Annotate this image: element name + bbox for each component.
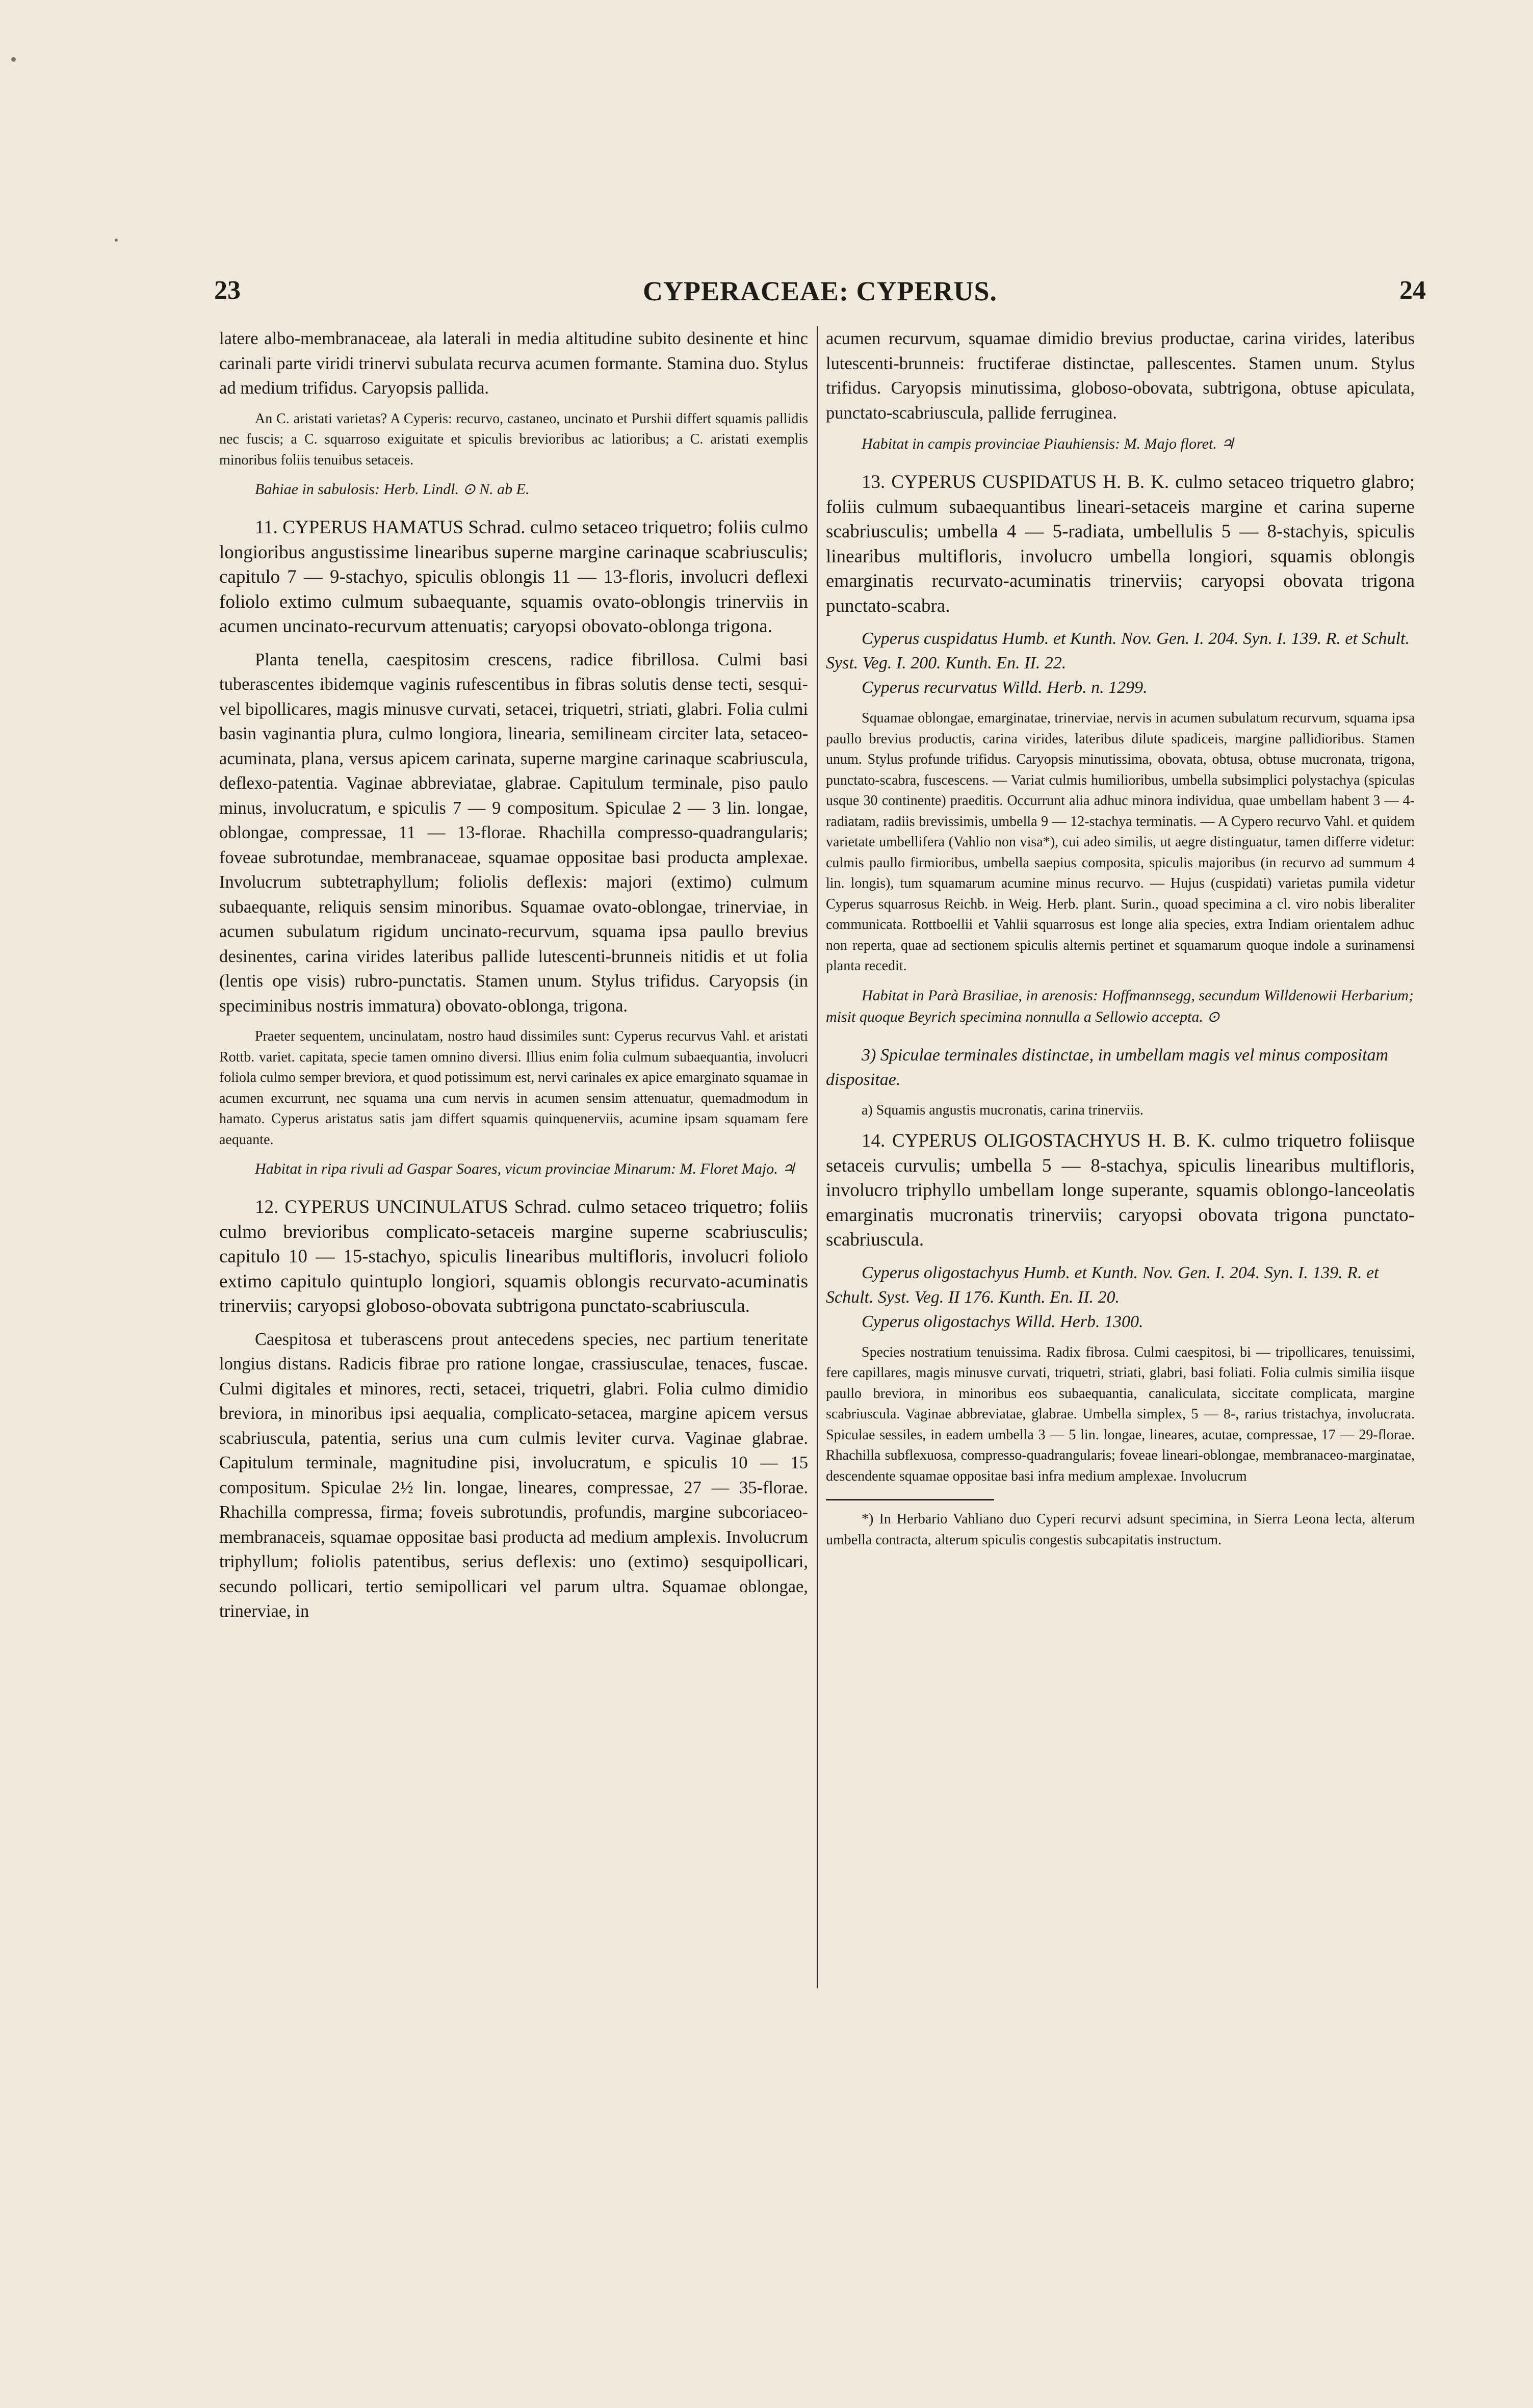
description: Species nostratium tenuissima. Radix fibrosa. Culmi caespitosi, bi — tripollicares, tenuissimi, fere capillares, magis minusve curvati, triquetri, striati, glabri, basi foliati. Folia culmis similia iisque paullo breviora, in minoribus eos subaequantia, canaliculata, siccitate complicata, margine scabriuscula. Vaginae abbreviatae, glabrae. Umbella simplex, 5 — 8-, rarius tristachya, involucrata. Spiculae sessiles, in eadem umbella 3 — 5 lin. longae, lineares, acutae, compressae, 17 — 29-florae. Rhachilla subflexuosa, compresso-quadrangularis; foveae lineari-oblongae, membranaceo-marginatae, descendente squamae oppositae basi infra medium amplexae. Involucrum (826, 1344, 1415, 1484)
running-title: CYPERACEAE: CYPERUS. (642, 276, 998, 306)
synonym: Cyperus cuspidatus Humb. et Kunth. Nov. Gen. I. 204. Syn. I. 139. R. et Schult. Syst. Veg. I. 200. Kunth. En. II. 22. (826, 629, 1410, 672)
paper-speck (11, 57, 16, 62)
subsection-heading: a) Squamis angustis mucronatis, carina trinerviis. (862, 1102, 1144, 1118)
species-diagnosis: 11. CYPERUS HAMATUS Schrad. culmo setaceo triquetro; foliis culmo longioribus angustissime linearibus superne margine carinaque scabriusculis; capitulo 7 — 9-stachyo, spiculis oblongis 11 — 13-floris, involucri deflexi foliolo extimo culmum subaequante, squamis ovato-oblongis trinerviis in acumen uncinato-recurvum attenuatis; caryopsi obovato-oblonga trigona. (219, 517, 808, 637)
synonym: Cyperus recurvatus Willd. Herb. n. 1299. (862, 678, 1148, 697)
paragraph: acumen recurvum, squamae dimidio brevius productae, carina virides, lateribus lutescenti-brunneis: fructiferae distinctae, pallescentes. Stamen unum. Stylus trifidus. Caryopsis minutissima, globoso-obovata, subtrigona, obtuse apiculata, punctato-scabriuscula, pallide ferruginea. (826, 329, 1415, 423)
paper-speck (115, 239, 118, 242)
right-column (826, 326, 1415, 1550)
remark: An C. aristati varietas? A Cyperis: recurvo, castaneo, uncinato et Purshii differt squamis pallidis nec fuscis; a C. squarroso exiguitate et spiculis brevioribus ac latioribus; a C. aristati exemplis minoribus foliis tenuibus setaceis. (219, 410, 808, 468)
description: Planta tenella, caespitosim crescens, radice fibrillosa. Culmi basi tuberascentes ibidemque vaginis rufescentibus in fibras solutis dense tecti, sesqui- vel bipollicares, magis minusve curvati, setacei, triquetri, striati, glabri. Folia culmi basin vaginantia plura, culmo longiora, linearia, semilineam circiter lata, setaceo-acuminata, plana, versus apicem carinata, superne margine carinaque scabriuscula, deflexo-patentia. Vaginae abbreviatae, glabrae. Capitulum terminale, piso paulo minus, involucratum, e spiculis 7 — 9 compositum. Spiculae 2 — 3 lin. longae, oblongae, compressae, 11 — 13-florae. Rhachilla compresso-quadrangularis; foveae subrotundae, membranaceae, squamae oppositae basi producta amplexae. Involucrum subtetraphyllum; foliolis deflexis: majori (extimo) culmum subaequante, reliquis sensim minoribus. Squamae ovato-oblongae, trinerviae, in acumen subulatum rigidum uncinato-recurvum, squama ipsa paullo brevius desinentes, carina virides lateribus pallide lutescenti-brunneis nitidis et ut folia (lentis ope visis) rubro-punctatis. Stamen unum. Stylus trifidus. Caryopsis (in speciminibus nostris immatura) obovato-oblonga, trigona. (219, 650, 808, 1016)
page-header (214, 275, 1426, 311)
right-page-number: 24 (1399, 276, 1426, 305)
remark: Squamae oblongae, emarginatae, trinerviae, nervis in acumen subulatum recurvum, squama ipsa paullo brevius productis, carina virides, lateribus dilute spadiceis, margine pallidioribus. Stamen unum. Stylus profunde trifidus. Caryopsis minutissima, obovata, obtusa, obtuse mucronata, trigona, punctato-scabra, fuscescens. — Variat culmis humilioribus, umbella subsimplici polystachya (spiculas usque 30 continente) praeditis. Occurrunt alia adhuc minora individua, quae umbellam habent 3 — 4-radiatam, radiis brevissimis, umbella 9 — 12-stachya terminatis. — A Cypero recurvo Vahl. et quidem varietate umbellifera (Vahlio non visa*), cui adeo similis, ut aegre distinguatur, tamen differre videtur: culmis paullo firmioribus, umbella saepius composita, spiculis majoribus (in recurvo ad summum 4 lin. longis), tum squamarum acumine minus recurvo. — Hujus (cuspidati) varietas pumila videtur Cyperus squarrosus Reichb. in Weig. Herb. plant. Surin., quoad specimina a cl. viro nobis liberaliter communicata. Rottboellii et Vahlii squarrosus est longe alia species, extra Indiam orientalem adhuc non reperta, quae ad sectionem spiculis alternis pertinet et squamarum quoque indole a surinamensi planta recedit. (826, 710, 1415, 974)
footnote: *) In Herbario Vahliano duo Cyperi recurvi adsunt specimina, in Sierra Leona lecta, alterum umbella contracta, alterum spiculis congestis subcapitatis instructum. (826, 1511, 1415, 1548)
remark: Praeter sequentem, uncinulatam, nostro haud dissimiles sunt: Cyperus recurvus Vahl. et aristati Rottb. variet. capitata, specie tamen omnino diversi. Illius enim folia culmum subaequantia, involucri foliola culmo semper breviora, et quod potissimum est, nervi carinales ex apice emarginato squamae in acumen excurrunt, nec squama una cum nervis in acumen sensim attenuatur, quemadmodum in hamato. Cyperus aristatus satis jam differt squamis quinquenerviis, acumine ipsam squamam fere aequante. (219, 1028, 808, 1148)
habitat: Habitat in campis provinciae Piauhiensis: M. Majo floret. ♃ (862, 435, 1235, 452)
synonym: Cyperus oligostachys Willd. Herb. 1300. (862, 1312, 1144, 1331)
synonym: Cyperus oligostachyus Humb. et Kunth. Nov. Gen. I. 204. Syn. I. 139. R. et Schult. Syst. Veg. II 176. Kunth. En. II. 20. (826, 1263, 1379, 1307)
species-diagnosis: 13. CYPERUS CUSPIDATUS H. B. K. culmo setaceo triquetro glabro; foliis culmum subaequantibus lineari-setaceis margine et carina superne scabriusculis; umbella 4 — 5-radiata, umbellulis 5 — 8-stachyis, spiculis linearibus multifloris, involucro umbella longiori, squamis oblongis emarginatis recurvato-acuminatis trinerviis; caryopsi obovata trigona punctato-scabra. (826, 472, 1415, 616)
habitat: Habitat in Parà Brasiliae, in arenosis: Hoffmannsegg, secundum Willdenowii Herbarium; misit quoque Beyrich specimina nonnulla a Sellowio accepta. ⊙ (826, 987, 1414, 1025)
description: Caespitosa et tuberascens prout antecedens species, nec partium teneritate longius distans. Radicis fibrae pro ratione longae, crassiusculae, tenaces, fuscae. Culmi digitales et minores, recti, setacei, triquetri, glabri. Folia culmo dimidio breviora, in minoribus ipsi aequalia, complicato-setacea, margine apicem versus scabriuscula, patentia, serius una cum culmis leviter curva. Vaginae glabrae. Capitulum terminale, magnitudine pisi, involucratum, e spiculis 10 — 15 compositum. Spiculae 2½ lin. longae, lineares, compressae, 27 — 35-florae. Rhachilla compressa, firma; foveis subrotundis, profundis, margine subcoriaceo-membranaceis, squamae oppositae basi producta ad medium amplexis. Involucrum triphyllum; foliolis patentibus, serius deflexis: uno (extimo) sesquipollicari, secundo pollicari, tertio semipollicari vel parum ultra. Squamae oblongae, trinerviae, in (219, 1329, 808, 1621)
left-column (219, 326, 808, 1624)
footnote-rule (826, 1499, 994, 1500)
section-heading: 3) Spiculae terminales distinctae, in umbellam magis vel minus compositam dispositae. (826, 1045, 1389, 1089)
species-diagnosis: 12. CYPERUS UNCINULATUS Schrad. culmo setaceo triquetro; foliis culmo brevioribus complicato-setaceis margine superne scabriusculis; capitulo 10 — 15-stachyo, spiculis linearibus multifloris, involucri foliolo extimo capitulo quintuplo longiori, squamis oblongis recurvato-acuminatis trinerviis; caryopsi globoso-obovata subtrigona punctato-scabriuscula. (219, 1197, 808, 1316)
habitat: Habitat in ripa rivuli ad Gaspar Soares, vicum provinciae Minarum: M. Floret Majo. ♃ (255, 1160, 796, 1177)
column-divider (817, 326, 818, 1988)
species-diagnosis: 14. CYPERUS OLIGOSTACHYUS H. B. K. culmo triquetro foliisque setaceis curvulis; umbella 5 — 8-stachya, spiculis linearibus multifloris, involucro triphyllo umbellam longe superante, squamis oblongo-lanceolatis emarginatis mucronatis trinerviis; caryopsi obovata trigona punctato-scabriuscula. (826, 1130, 1415, 1250)
habitat: Bahiae in sabulosis: Herb. Lindl. ⊙ N. ab E. (255, 481, 530, 498)
paragraph: latere albo-membranaceae, ala laterali in media altitudine subito desinente et hinc carinali parte viridi trinervi subulata recurva acumen formante. Stamina duo. Stylus ad medium trifidus. Caryopsis pallida. (219, 329, 808, 398)
left-page-number: 23 (214, 276, 241, 305)
